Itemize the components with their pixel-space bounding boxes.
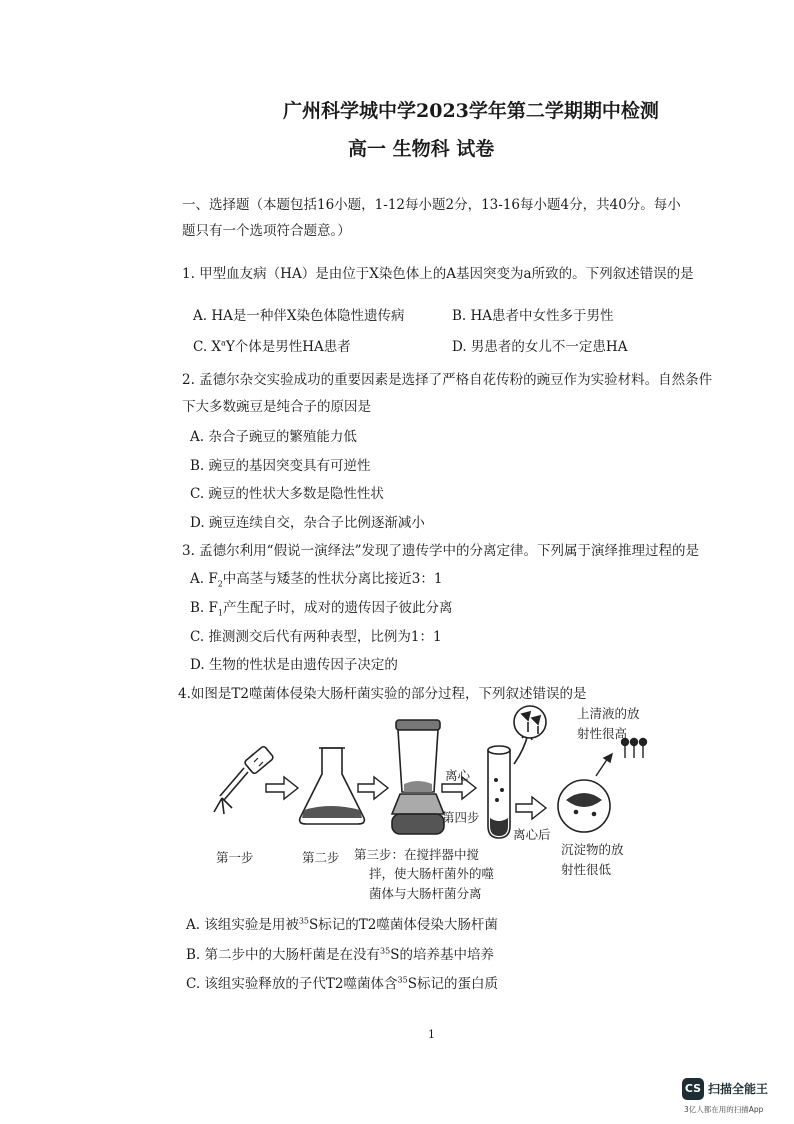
q2-option-c: C. 豌豆的性状大多数是隐性性状 <box>190 486 384 502</box>
q4-option-c: C. 该组实验释放的子代T2噬菌体含$^{35}$S标记的蛋白质 <box>186 975 498 992</box>
q1-option-b: B. HA患者中女性多于男性 <box>452 308 614 324</box>
supernatant-circle <box>514 706 546 738</box>
q2-option-a: A. 杂合子豌豆的繁殖能力低 <box>190 429 357 445</box>
label-supernatant-line1: 上清液的放 <box>577 706 640 721</box>
phage-icon <box>214 746 274 814</box>
arrow-icon <box>266 777 298 799</box>
label-supernatant-line2: 射性很高 <box>577 726 628 741</box>
q2-stem-line2: 下大多数豌豆是纯合子的原因是 <box>182 399 371 415</box>
q4-option-b: B. 第二步中的大肠杆菌是在没有$^{35}$S的培养基中培养 <box>186 946 494 963</box>
q3-option-a: A. $F_2$中高茎与矮茎的性状分离比接近3：1 <box>190 571 443 589</box>
q2-option-d: D. 豌豆连续自交，杂合子比例逐渐减小 <box>190 515 425 531</box>
label-step4: 第四步 <box>442 810 480 825</box>
q3-option-d: D. 生物的性状是由遗传因子决定的 <box>190 657 398 673</box>
label-precipitate-line2: 射性很低 <box>561 862 612 877</box>
q1-option-a: A. HA是一种伴X染色体隐性遗传病 <box>193 308 405 324</box>
exam-title: 广州科学城中学2023学年第二学期期中检测 <box>283 100 659 122</box>
test-tube-icon <box>488 746 510 838</box>
label-step1: 第一步 <box>216 850 254 865</box>
arrow-icon <box>358 777 388 799</box>
camscanner-logo-icon: CS <box>682 1078 704 1100</box>
brand-name: 扫描全能王 <box>708 1082 769 1096</box>
flask-icon <box>300 748 365 824</box>
arrow-icon <box>516 797 546 819</box>
q3-stem: 3. 孟德尔利用“假说一演绎法”发现了遗传学中的分离定律。下列属于演绎推理过程的是 <box>182 543 699 559</box>
label-centrifuge: 离心 <box>445 768 471 783</box>
q2-stem-line1: 2. 孟德尔杂交实验成功的重要因素是选择了严格自花传粉的豌豆作为实验材料。自然条件 <box>182 372 713 388</box>
label-step3-line3: 菌体与大肠杆菌分离 <box>369 886 482 901</box>
label-step3-line2: 拌，使大肠杆菌外的噬 <box>369 866 495 881</box>
label-after-centrifuge: 离心后 <box>513 827 551 842</box>
brand-tagline: 3亿人都在用的扫描App <box>684 1105 764 1114</box>
precipitate-circle <box>558 780 610 832</box>
q4-stem: 4.如图是T2噬菌体侵染大肠杆菌实验的部分过程，下列叙述错误的是 <box>178 686 587 702</box>
section-intro: 一、选择题（本题包括16小题，1-12每小题2分，13-16每小题4分，共40分。每小题只有一个选项符合题意。） <box>182 197 681 239</box>
q4-option-a: A. 该组实验是用被$^{35}$S标记的T2噬菌体侵染大肠杆菌 <box>186 916 498 933</box>
arrow-icon <box>596 754 612 776</box>
q1-stem: 1. 甲型血友病（HA）是由位于X染色体上的A基因突变为a所致的。下列叙述错误的是 <box>182 266 694 282</box>
q3-option-b: B. $F_1$产生配子时，成对的遗传因子彼此分离 <box>190 600 453 618</box>
q3-option-c: C. 推测测交后代有两种表型，比例为1：1 <box>190 629 442 645</box>
page-number: 1 <box>428 1028 435 1041</box>
blender-icon <box>392 720 444 834</box>
q1-option-d: D. 男患者的女儿不一定患HA <box>452 339 628 355</box>
label-precipitate-line1: 沉淀物的放 <box>561 842 624 857</box>
label-step3-line1: 第三步：在搅拌器中搅 <box>354 847 480 862</box>
q2-option-b: B. 豌豆的基因突变具有可逆性 <box>190 458 371 474</box>
label-step2: 第二步 <box>302 850 340 865</box>
q1-option-c: C. $X^aY$个体是男性HA患者 <box>193 338 351 355</box>
exam-subtitle: 高一 生物科 试卷 <box>348 138 495 160</box>
